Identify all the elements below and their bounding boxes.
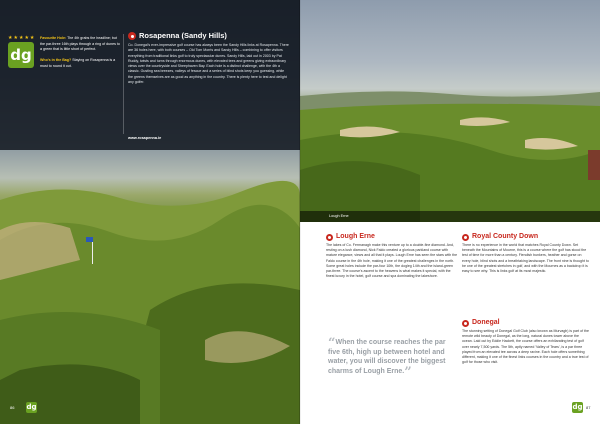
section-body-donegal: The stunning setting of Donegal Golf Club (also known as Murvagh) is part of the remote wild beauty of Donegal, as the long, natural dunes tower above the ocean. Laid out by Eddie Hackett, the course offers an exhilarating test of golf over nearly 7,500 yards. The 5th, aptly named 'Valley of Tears', is a par three played from an elevated tee across a deep ravine. Each hole offers something different, making it one of the finest links courses in the country and a true test of golf for those who visit. [462, 329, 589, 365]
book-spine [299, 0, 301, 424]
lough-erne-photo [300, 0, 600, 222]
course-website-link[interactable]: www.rosapenna.ie [128, 136, 162, 140]
photo-caption-bar [300, 211, 600, 222]
pull-quote [328, 336, 456, 380]
page-number-right: 87 [586, 405, 591, 410]
rating-stars-icon: ★★★★★ [8, 35, 36, 41]
favourite-hole-text [40, 36, 120, 69]
location-pin-icon [326, 234, 333, 241]
dg-logo: dg [8, 42, 34, 68]
flag-icon [86, 237, 93, 242]
section-title-royal-county-down: Royal County Down [472, 233, 539, 240]
close-quote-icon: ” [404, 364, 412, 380]
section-title-lough-erne: Lough Erne [336, 233, 375, 240]
page-number-left: 86 [10, 405, 15, 410]
location-pin-icon [462, 320, 469, 327]
section-title-donegal: Donegal [472, 319, 500, 326]
course-description: Co. Donegal's ever-impressive golf course has always been the Sandy Hills links at Rosapenna. There are 36 holes here, with both courses – Old Tom Morris and Sandy Hills – combining to offer visitors everything from traditional links golf to truly spectacular dunes. Sandy Hills, laid out in 2003 by Pat Ruddy, twists and turns through enormous dunes, with elevated tees and greens giving extraordinary views over the countryside and Sheephaven Bay. Each hole is a distinct challenge, with the 4th a classic. Gusting sea breezes, valleys of fescue and a series of blind shots keep you guessing, while the greens themselves are as good as anything in the country. There is plenty here to test and delight any golfer. [128, 43, 289, 85]
info-panel [0, 0, 300, 150]
section-body-royal-county-down: There is no experience in the world that matches Royal County Down. Set beneath the Mountains of Mourne, this is a course where the golf has stood the test of time for more than a century. Fiendish bunkers, heather and gorse on every hole, blind shots and a breathtaking landscape. The front nine is thought to be one of the greatest stretches in golf, and with the Mournes as a backdrop it is easy to see why. This is links golf at its most majestic. [462, 243, 589, 274]
dunes-landscape [0, 170, 300, 424]
section-body-lough-erne: The lakes of Co. Fermanagh make this venture up to a double-fine diamond. And, resting on a lush diamond, Nick Faldo created a glorious parkland course with mature elegance, views and all that it plays. Lough Erne has seen the stars with the Faldo course in the 4th hole, making it one of the greatest challenges in the north. Some great holes include the par-four 10th, the dogleg 14th and the island-green par-three. The course's ascent to the heavens is what makes it special, with the finest luxury in the hotel, golf course and spa dominating the lakeshore. [326, 243, 458, 279]
dg-footer-logo-right: dg [572, 403, 583, 411]
dg-footer-logo-left: dg [26, 403, 37, 411]
location-pin-icon [462, 234, 469, 241]
course-title: Rosapenna (Sandy Hills) [139, 31, 227, 40]
whos-in-bag-label: Who's in the Bag? [40, 58, 72, 62]
location-pin-icon [128, 32, 136, 40]
course-photo-art [300, 0, 600, 222]
column-divider [123, 34, 124, 134]
favourite-hole-label: Favourite Hole: [40, 36, 67, 40]
favourite-hole-body: The 4th grabs the headline; but the par-three 16th plays through a ring of dunes to a green that is little short of perfect. [40, 36, 120, 51]
open-quote-icon: “ [328, 336, 336, 351]
photo-caption: Lough Erne [329, 214, 349, 218]
pull-quote-text: When the course reaches the par five 6th, high up between hotel and water, you will discover the biggest charms of Lough Erne. [328, 339, 446, 375]
right-page [300, 0, 600, 424]
whos-in-bag-body: Staying on Rosapenna is a must to round it out. [40, 58, 116, 68]
